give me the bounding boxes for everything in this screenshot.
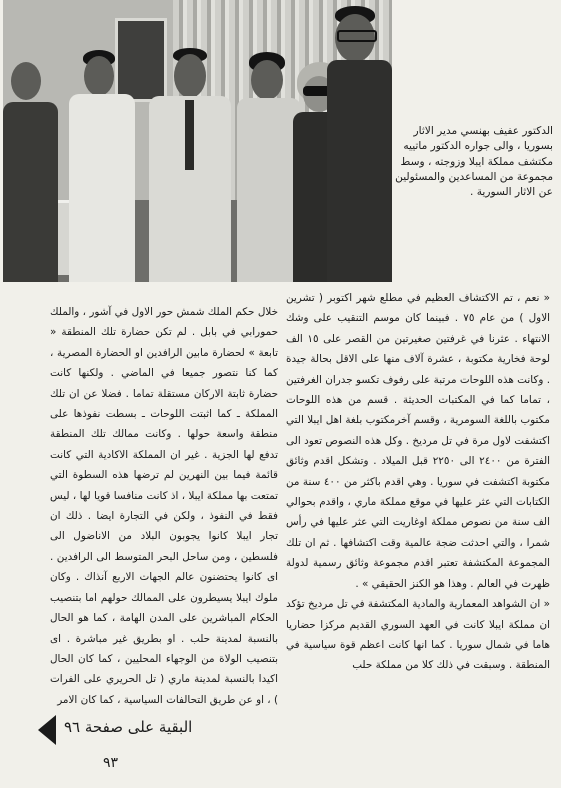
page-number: ٩٣ <box>103 755 119 771</box>
person-far-left <box>3 62 63 282</box>
article-paragraph: خلال حكم الملك شمش حور الاول في آشور ، والملك حمورابي في بابل . لم تكن حضارة تلك المنطقة « تابعة » لحضارة مابين الرافدين او الحضارة المصرية ، كما كنا نتصور جميعا في الماضي . ولكنها كانت حضارة ثابتة الاركان مستقلة تماما . فضلا عن ان تلك المملكة ـ كما اثبتت اللوحات ـ بسطت نفوذها على منطقة واسعة حولها . وكانت ممالك تلك المنطقة تدفع لها الجزية . غير ان المملكة الاكادية التي كانت قائمة فيما بين النهرين لم ترضها هذه السطوة التي تمتعت بها مملكة ايبلا ، اذ كانت منافسا قويا لها ، ليس فقط في النفوذ ، ولكن في التجارة ايضا . ذلك ان تجار ايبلا كانوا يجوبون البلاد من الاناضول الى فلسطين ، ومن ساحل البحر المتوسط الى الرافدين . اى كانوا يحتضنون عالم الجهات الاربع آنذاك . وكان ملوك ايبلا يسيطرون على الممالك حولهم اما بتنصيب الحكام المباشرين على المدن الهامة ، كما هو الحال بالنسبة لمدينة حلب . او بطريق غير مباشرة . اى بتنصيب الولاة من الوجهاء المحليين ، كما كان الحال اكيدا بالنسبة لمدينة ماري ( تل الحريري على الفرات ) ، او عن طريق التحالفات السياسية ، كما كان الامر <box>50 306 278 706</box>
article-paragraph: « ان الشواهد المعمارية والمادية المكتشفة في تل مرديخ تؤكد ان مملكة ايبلا كانت في العهد السوري القديم مركزا حضاريا هاما في شمال سوريا . كما انها كانت اعظم قوة سياسية في المنطقة . وسبقت في ذلك كلا من مملكة حلب <box>286 598 550 672</box>
article-column-right <box>286 288 550 676</box>
person-right-glasses <box>323 6 392 282</box>
continued-on-page: البقية على صفحة ٩٦ <box>64 718 193 736</box>
group-photo <box>3 0 392 282</box>
person-center-suit <box>145 48 235 282</box>
photo-caption: الدكتور عفيف بهنسي مدير الاثار بسوريا ، والى جواره الدكتور ماتييه مكتشف مملكة ايبلا وزوجته ، وسط مجموعة من المساعدين والمسئولين عن الاثار السورية . <box>395 125 553 199</box>
person-left-white-shirt <box>63 50 143 282</box>
continue-arrow-icon <box>38 715 56 745</box>
article-paragraph: « نعم ، تم الاكتشاف العظيم في مطلع شهر اكتوبر ( تشرين الاول ) من عام ٧٥ . فبينما كان موسم التنقيب على وشك الانتهاء . عثرنا في غرفتين صغيرتين من القصر على ١٥ الف لوحة فخارية مكتوبة ، عشرة آلاف منها على الاقل بحالة جيدة . وكانت هذه اللوحات مرتبة على رفوف تكسو جدران الغرفتين ، تماما كما في المكتبات الحديثة . قسم من هذه اللوحات مكتوب باللغة السومرية ، وقسم آخرمكتوب بلغة اهل ايبلا التي اكتشفت لاول مرة في تل مرديخ . وكل هذه النصوص تعود الى الفترة من ٢٤٠٠ الى ٢٢٥٠ قبل الميلاد . وتشكل اقدم وثائق مكتوبة اكتشفت في سوريا . وهي اقدم باكثر من ٤٠٠ سنة من الكتابات التي عثر عليها في موقع مملكة ماري ، واقدم بحوالي الف سنة من نصوص مملكة اوغاريت التي عثر عليها في رأس شمرا ، والتي احدثت ضجة عالمية وقت اكتشافها . ثم ان تلك المجموعة المكتشفة تعتبر اقدم مجموعة وثائق رسمية لدولة ظهرت في العالم . وهذا هو الكنز الحقيقي » . <box>286 292 551 590</box>
article-column-left <box>50 302 278 710</box>
